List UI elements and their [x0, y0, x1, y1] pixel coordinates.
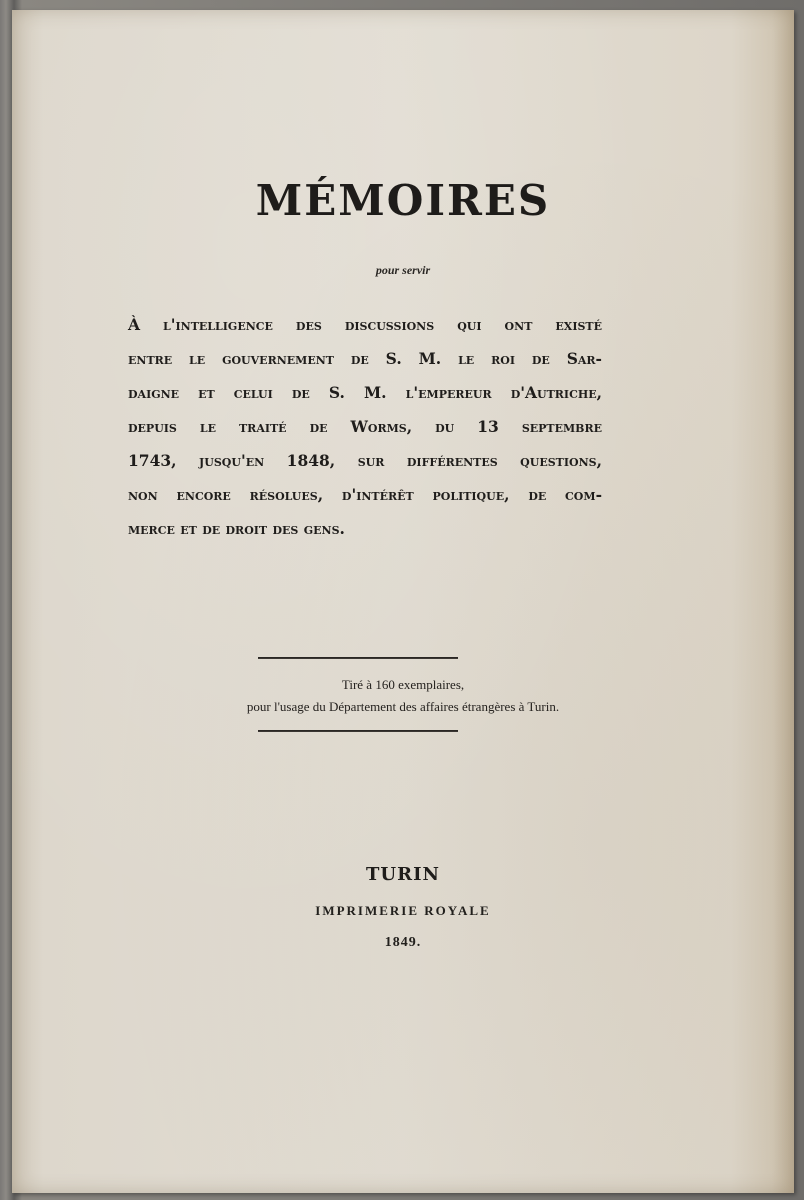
description-line: merce et de droit des gens.	[128, 519, 345, 538]
edition-note-line: pour l'usage du Département des affaires étrangères à Turin.	[246, 699, 560, 714]
title-page	[12, 10, 794, 1193]
document-title: MÉMOIRES	[255, 176, 551, 225]
imprint-printer: IMPRIMERIE ROYALE	[315, 903, 491, 918]
description-line: 1743, jusqu'en 1848, sur différentes questions,	[128, 451, 602, 470]
divider-top	[258, 657, 458, 659]
imprint-year: 1849.	[384, 935, 422, 950]
description-line: daigne et celui de S. M. l'empereur d'Autriche,	[128, 383, 602, 402]
divider-bottom	[258, 730, 458, 732]
description-line: non encore résolues, d'intérêt politique, de com-	[128, 485, 602, 504]
document-subtitle: pour servir	[375, 263, 431, 277]
description-line: À l'intelligence des discussions qui ont existé	[128, 315, 602, 334]
document-description	[128, 308, 602, 546]
description-line: entre le gouvernement de S. M. le roi de Sar-	[128, 349, 602, 368]
edition-note	[12, 674, 794, 718]
edition-note-line: Tiré à 160 exemplaires,	[341, 677, 465, 692]
imprint-city: TURIN	[366, 864, 440, 885]
description-line: depuis le traité de Worms, du 13 septembre	[128, 417, 602, 436]
